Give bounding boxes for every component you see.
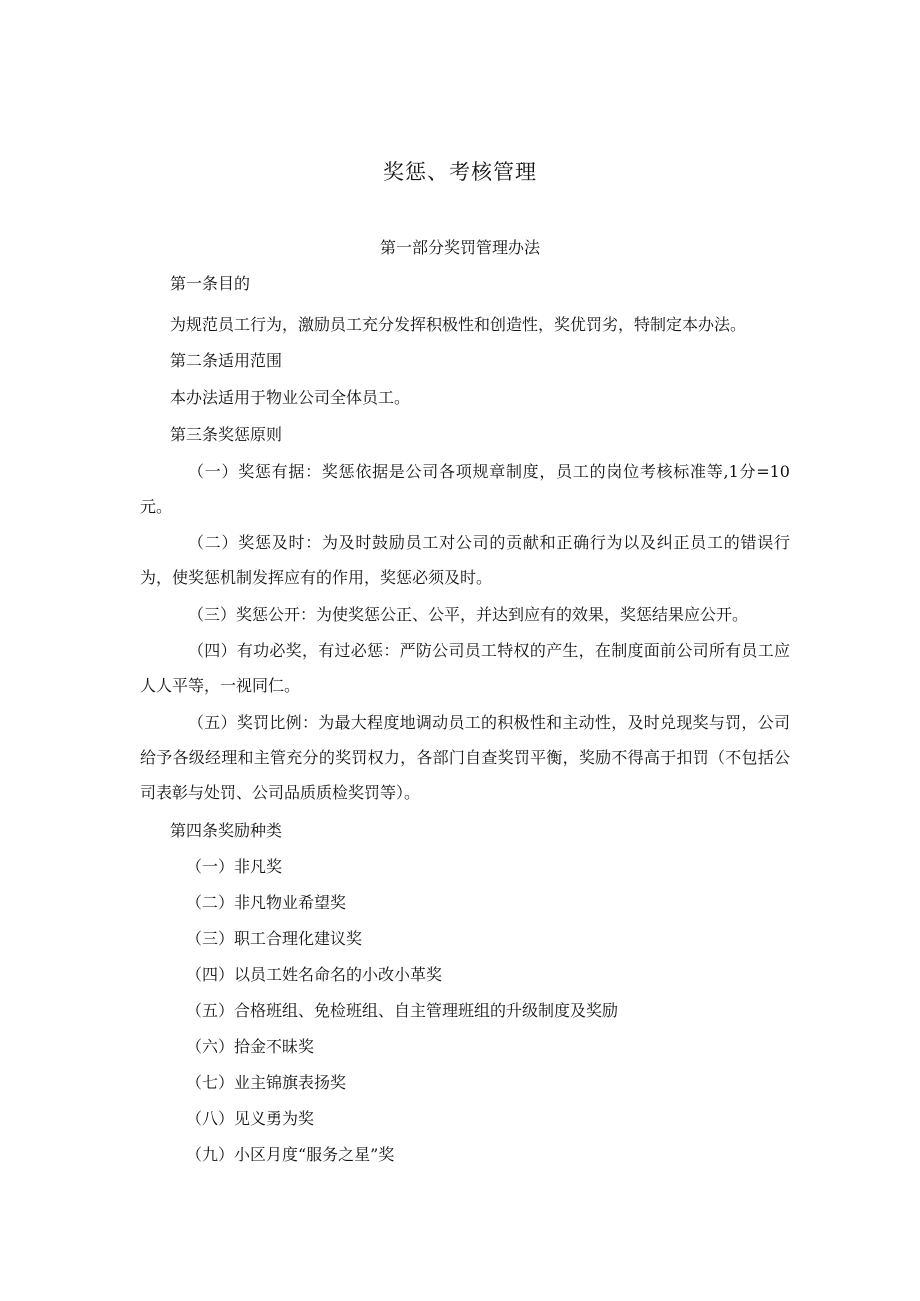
article-2-heading: 第二条适用范围 xyxy=(170,351,283,370)
part-title: 第一部分奖罚管理办法 xyxy=(379,238,540,257)
article-3-heading: 第三条奖惩原则 xyxy=(170,425,283,444)
reward-item: （六）拾金不昧奖 xyxy=(186,1037,315,1056)
reward-item: （三）职工合理化建议奖 xyxy=(186,929,363,948)
principle-5: （五）奖罚比例：为最大程度地调动员工的积极性和主动性，及时兑现奖与罚，公司给予各级经理和主管充分的奖罚权力，各部门自查奖罚平衡，奖励不得高于扣罚（不包括公司表彰与处罚、公司品质质检奖罚等）。 xyxy=(140,713,790,802)
reward-item: （九）小区月度“服务之星”奖 xyxy=(186,1145,395,1164)
article-2-text: 本办法适用于物业公司全体员工。 xyxy=(170,388,411,407)
reward-item: （八）见义勇为奖 xyxy=(186,1109,315,1128)
reward-item: （一）非凡奖 xyxy=(186,857,283,876)
document-title: 奖惩、考核管理 xyxy=(383,160,537,184)
article-1-text: 为规范员工行为，激励员工充分发挥积极性和创造性，奖优罚劣，特制定本办法。 xyxy=(170,315,747,334)
reward-item: （四）以员工姓名命名的小改小革奖 xyxy=(186,965,443,984)
reward-item: （七）业主锦旗表扬奖 xyxy=(186,1073,347,1092)
article-4-heading: 第四条奖励种类 xyxy=(170,821,283,840)
reward-item: （五）合格班组、免检班组、自主管理班组的升级制度及奖励 xyxy=(186,1001,619,1020)
principle-3: （三）奖惩公开：为使奖惩公正、公平，并达到应有的效果，奖惩结果应公开。 xyxy=(188,605,749,624)
principle-1: （一）奖惩有据：奖惩依据是公司各项规章制度，员工的岗位考核标准等,1分=10元。 xyxy=(140,462,790,516)
reward-item: （二）非凡物业希望奖 xyxy=(186,893,347,912)
principle-2: （二）奖惩及时：为及时鼓励员工对公司的贡献和正确行为以及纠正员工的错误行为，使奖惩机制发挥应有的作用，奖惩必须及时。 xyxy=(140,533,790,587)
principle-4: （四）有功必奖，有过必惩：严防公司员工特权的产生，在制度面前公司所有员工应人人平等，一视同仁。 xyxy=(140,641,790,695)
article-1-heading: 第一条目的 xyxy=(170,274,251,293)
